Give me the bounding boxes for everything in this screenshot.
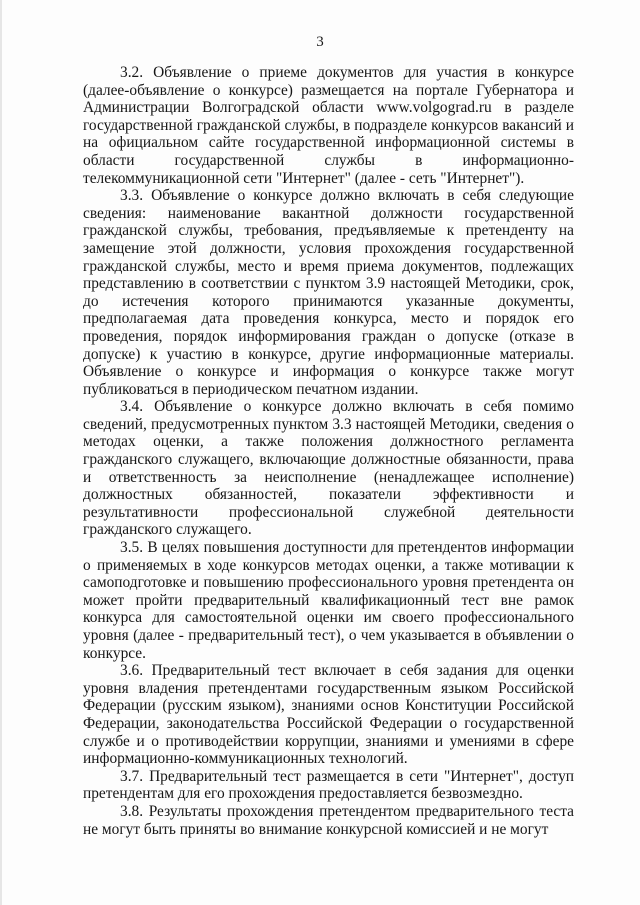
paragraph-3-4: 3.4. Объявление о конкурсе должно включать в себя помимо сведений, предусмотренных пунктом 3.3 настоящей Методики, сведения о методах оценки, а также положения должностного регламента гражданского служащего, включающие должностные обязанности, права и ответственность за неисполнение (ненадлежащее исполнение) должностных обязанностей, показатели эффективности и результативности профессиональной служебной деятельности гражданского служащего.	[83, 398, 574, 539]
paragraph-3-6: 3.6. Предварительный тест включает в себя задания для оценки уровня владения претендентами государственным языком Российской Федерации (русским языком), знаниями основ Конституции Российской Федерации, законодательства Российской Федерации о государственной службе и о противодействии коррупции, знаниями и умениями в сфере информационно-коммуникационных технологий.	[83, 662, 574, 768]
paragraph-3-8: 3.8. Результаты прохождения претендентом предварительного теста не могут быть приняты во внимание конкурсной комиссией и не могут	[83, 802, 574, 838]
paragraph-3-2: 3.2. Объявление о приеме документов для участия в конкурсе (далее-объявление о конкурсе) размещается на портале Губернатора и Администрации Волгоградской области www.volgograd.ru в разделе государственной гражданской службы, в подразделе конкурсов вакансий и на официальном сайте государственной информационной системы в области государственной службы в информационно-телекоммуникационной сети "Интернет" (далее - сеть "Интернет").	[83, 64, 574, 187]
paragraph-3-3: 3.3. Объявление о конкурсе должно включать в себя следующие сведения: наименование вакантной должности государственной гражданской службы, требования, предъявляемые к претенденту на замещение этой должности, условия прохождения государственной гражданской службы, место и время приема документов, подлежащих представлению в соответствии с пунктом 3.9 настоящей Методики, срок, до истечения которого принимаются указанные документы, предполагаемая дата проведения конкурса, место и порядок его проведения, порядок информирования граждан о допуске (отказе в допуске) к участию в конкурсе, другие информационные материалы. Объявление о конкурсе и информация о конкурсе также могут публиковаться в периодическом печатном издании.	[83, 187, 574, 398]
paragraph-3-7: 3.7. Предварительный тест размещается в сети "Интернет", доступ претендентам для его прохождения предоставляется безвозмездно.	[83, 767, 574, 803]
page-number: 3	[316, 34, 324, 50]
scan-edge	[0, 0, 2, 905]
document-body	[83, 64, 574, 838]
paragraph-3-5: 3.5. В целях повышения доступности для претендентов информации о применяемых в ходе конкурсов методах оценки, а также мотивации к самоподготовке и повышению профессионального уровня претендента он может пройти предварительный квалификационный тест вне рамок конкурса для самостоятельной оценки им своего профессионального уровня (далее - предварительный тест), о чем указывается в объявлении о конкурсе.	[83, 539, 574, 662]
